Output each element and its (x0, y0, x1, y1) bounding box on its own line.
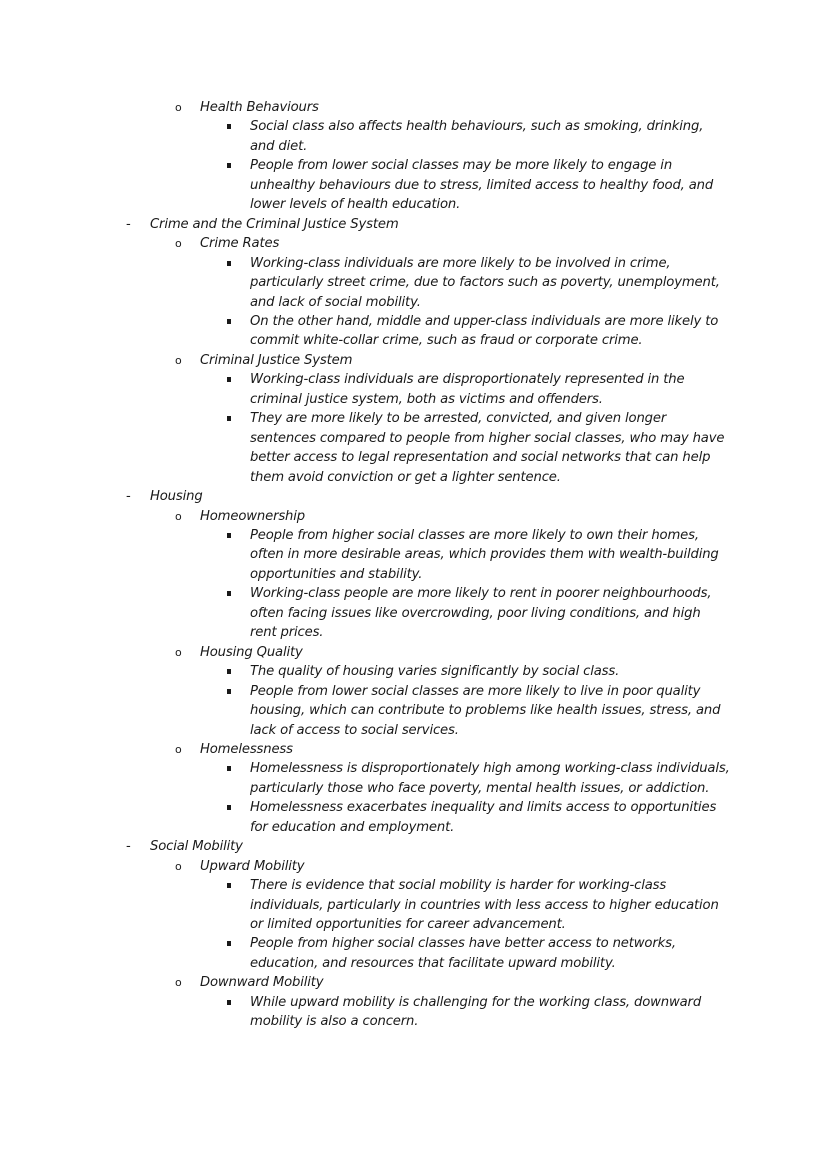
hollow-circle-bullet-icon: o (175, 742, 182, 756)
hollow-circle-bullet-icon: o (175, 101, 182, 114)
subsection-heading: o Upward Mobility (0, 857, 828, 876)
hollow-circle-bullet-icon: o (175, 645, 182, 659)
square-bullet-icon (227, 319, 231, 324)
hollow-circle-bullet-icon: o (175, 859, 182, 873)
square-bullet-icon (227, 261, 231, 266)
section-heading: - Crime and the Criminal Justice System (0, 215, 828, 234)
square-bullet-icon (227, 124, 231, 129)
square-bullet-icon (227, 533, 231, 538)
hollow-circle-bullet-icon: o (175, 976, 182, 990)
square-bullet-icon (227, 591, 231, 596)
section-heading: - Housing (0, 487, 828, 506)
subsection-heading: o Housing Quality (0, 643, 828, 662)
square-bullet-icon (227, 689, 231, 694)
subsection-heading: o Homelessness (0, 740, 828, 759)
list-item: People from lower social classes may be more likely to engage in unhealthy behaviours due to stress, limited access to healthy food, and lower levels of health education. (0, 156, 730, 214)
list-item: While upward mobility is challenging for the working class, downward mobility is also a concern. (0, 993, 730, 1032)
square-bullet-icon (227, 163, 231, 168)
list-item: People from higher social classes have better access to networks, education, and resources that facilitate upward mobility. (0, 934, 730, 973)
subsection-heading: o Downward Mobility (0, 973, 828, 992)
subsection-heading: o Homeownership (0, 507, 828, 526)
hollow-circle-bullet-icon: o (175, 509, 182, 523)
list-item: Social class also affects health behaviours, such as smoking, drinking, and diet. (0, 117, 730, 156)
hollow-circle-bullet-icon: o (175, 353, 182, 367)
subsection-heading: o Criminal Justice System (0, 351, 828, 370)
list-item: Homelessness is disproportionately high among working-class individuals, particularly those who face poverty, mental health issues, or addiction. (0, 759, 730, 798)
list-item: Working-class people are more likely to rent in poorer neighbourhoods, often facing issues like overcrowding, poor living conditions, and high rent prices. (0, 584, 730, 642)
list-item: Working-class individuals are disproportionately represented in the criminal justice system, both as victims and offenders. (0, 370, 730, 409)
list-item: On the other hand, middle and upper-class individuals are more likely to commit white-collar crime, such as fraud or corporate crime. (0, 312, 730, 351)
list-item: Homelessness exacerbates inequality and limits access to opportunities for education and employment. (0, 798, 730, 837)
list-item: They are more likely to be arrested, convicted, and given longer sentences compared to people from higher social classes, who may have better access to legal representation and social networks that can help them avoid conviction or get a lighter sentence. (0, 409, 730, 487)
list-item: People from lower social classes are more likely to live in poor quality housing, which can contribute to problems like health issues, stress, and lack of access to social services. (0, 682, 730, 740)
subsection-heading: o Health Behaviours (0, 98, 828, 117)
section-heading: - Social Mobility (0, 837, 828, 856)
list-item: The quality of housing varies significantly by social class. (0, 662, 730, 681)
square-bullet-icon (227, 766, 231, 771)
document-page (0, 98, 828, 1032)
dash-bullet-icon: - (126, 489, 131, 505)
square-bullet-icon (227, 1000, 231, 1005)
square-bullet-icon (227, 941, 231, 946)
square-bullet-icon (227, 805, 231, 810)
subsection-heading: o Crime Rates (0, 234, 828, 253)
dash-bullet-icon: - (126, 839, 131, 855)
list-item: There is evidence that social mobility is harder for working-class individuals, particularly in countries with less access to higher education or limited opportunities for career advancement. (0, 876, 730, 934)
hollow-circle-bullet-icon: o (175, 237, 182, 251)
square-bullet-icon (227, 377, 231, 382)
dash-bullet-icon: - (126, 216, 131, 232)
list-item: People from higher social classes are more likely to own their homes, often in more desirable areas, which provides them with wealth-building opportunities and stability. (0, 526, 730, 584)
list-item: Working-class individuals are more likely to be involved in crime, particularly street crime, due to factors such as poverty, unemployment, and lack of social mobility. (0, 254, 730, 312)
square-bullet-icon (227, 669, 231, 674)
square-bullet-icon (227, 883, 231, 888)
square-bullet-icon (227, 416, 231, 421)
